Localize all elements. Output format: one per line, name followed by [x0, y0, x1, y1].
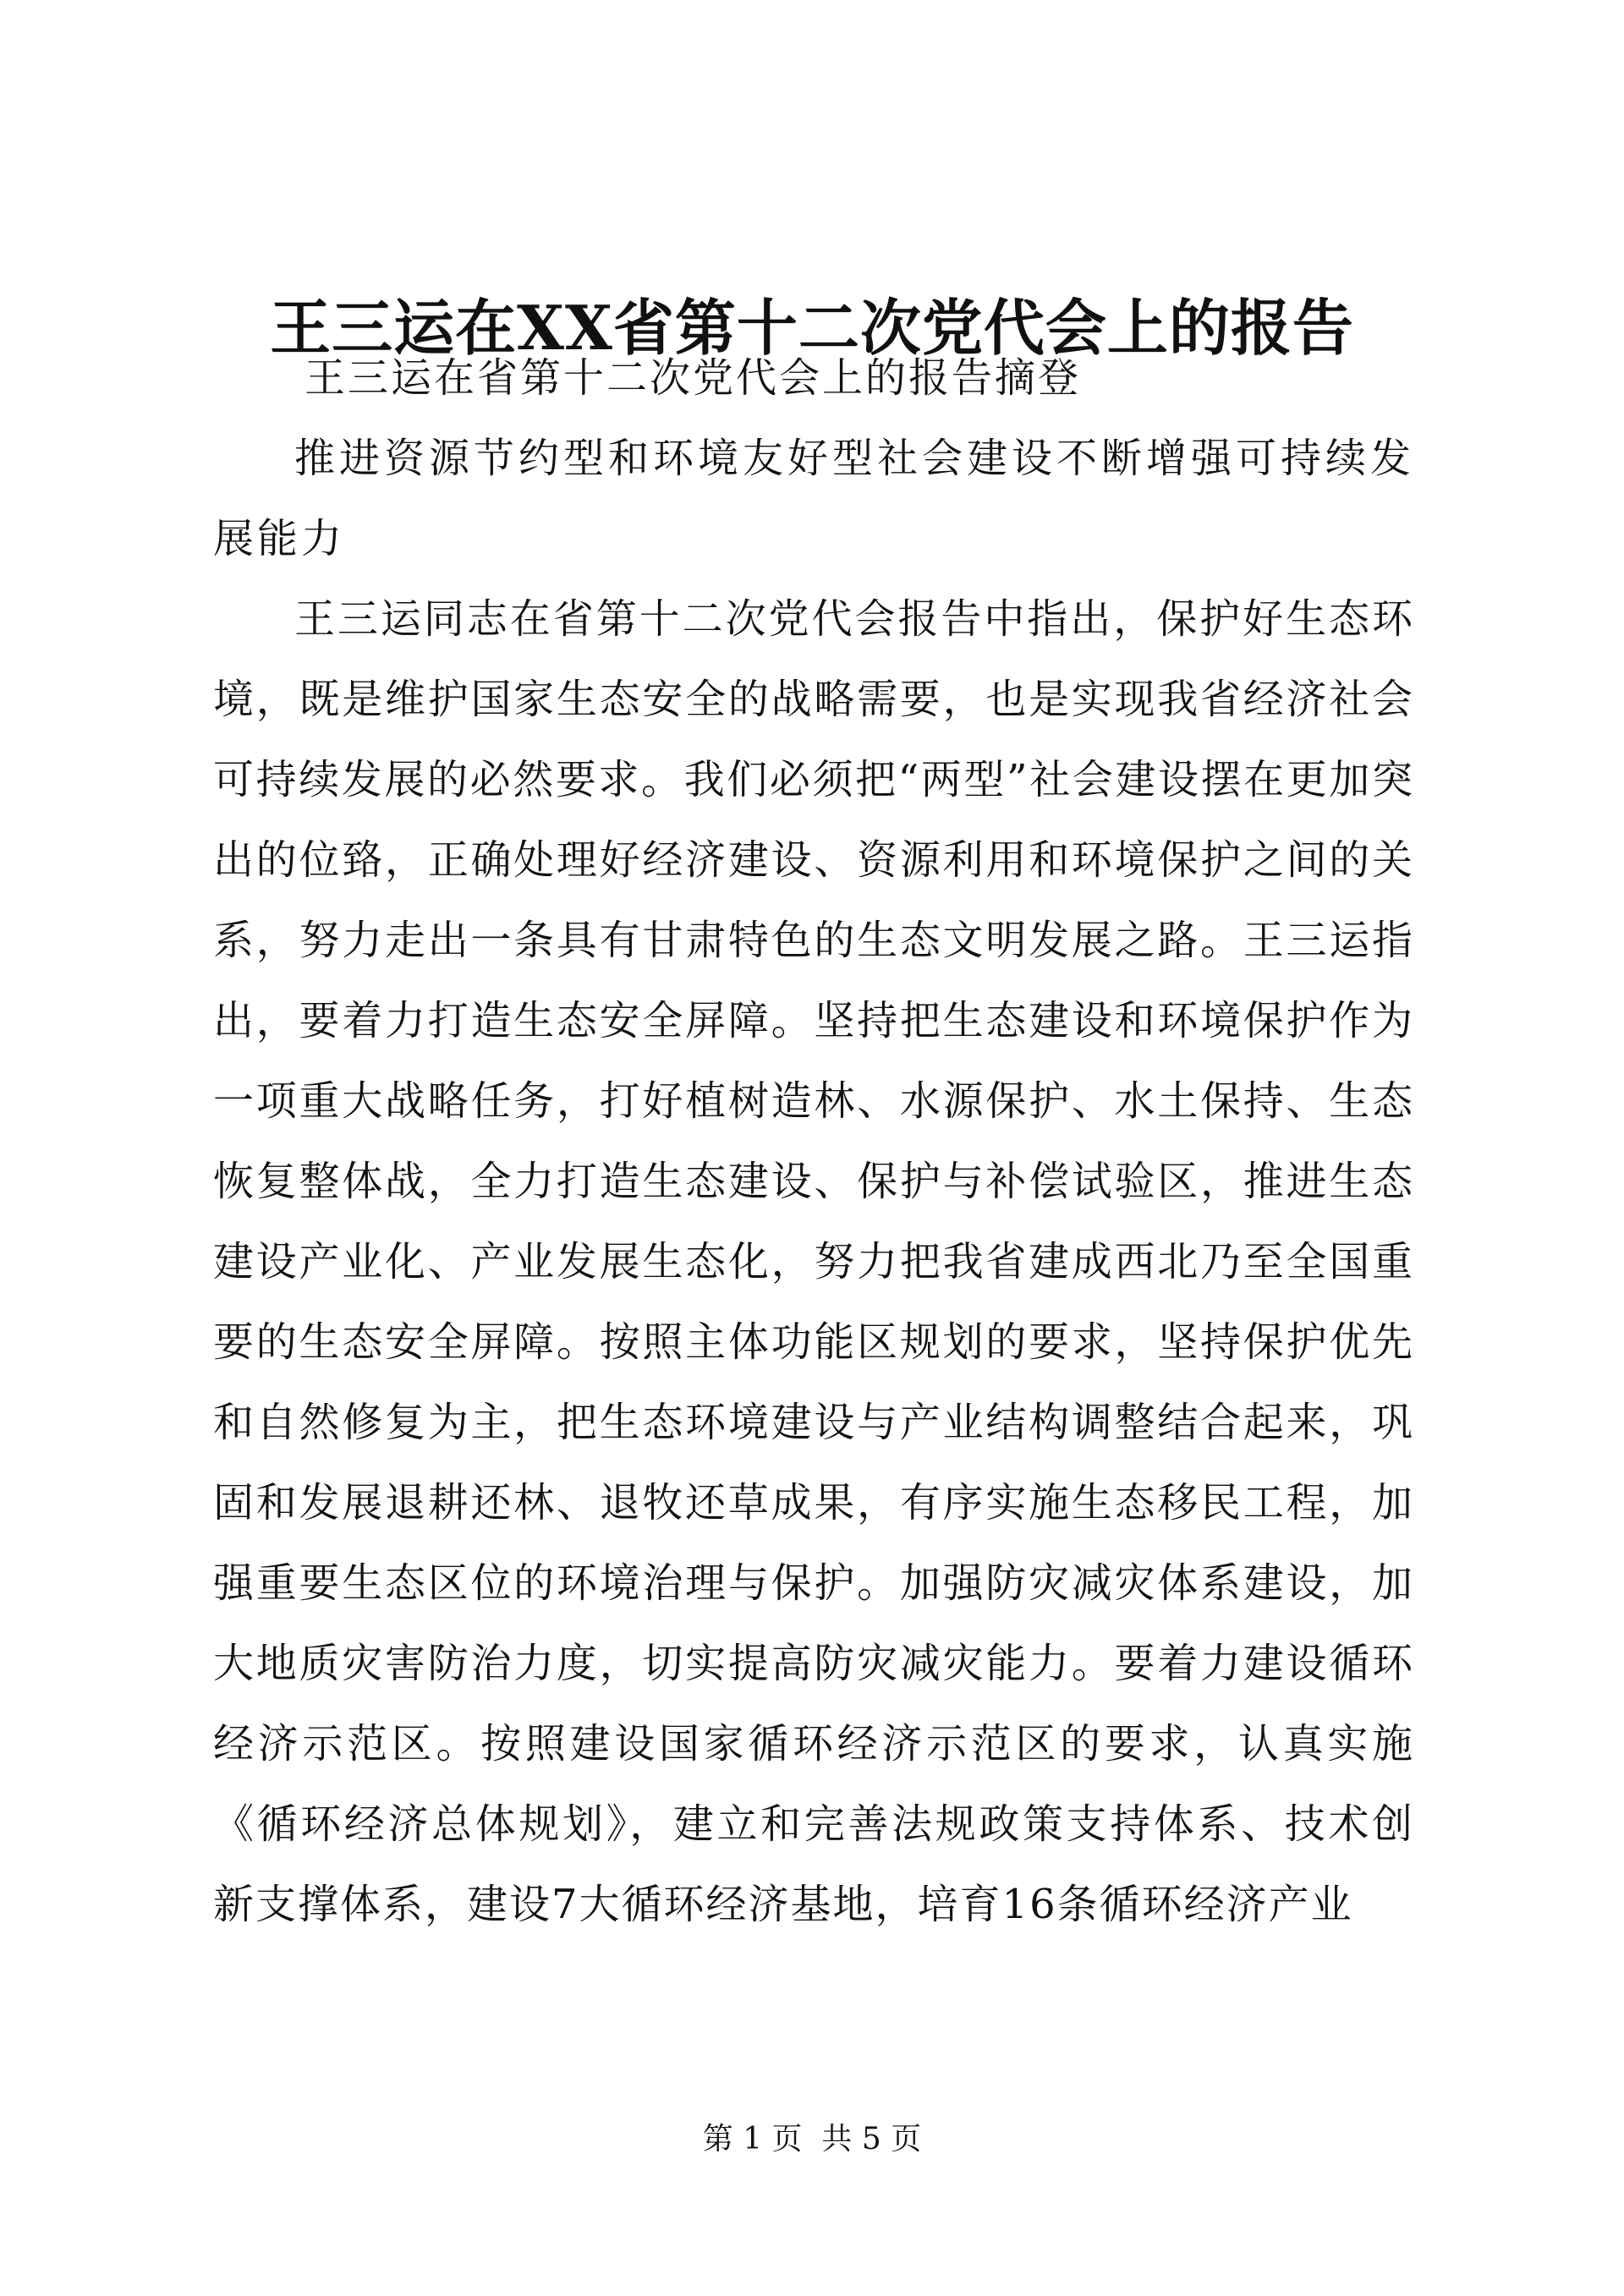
body-paragraph: 王三运同志在省第十二次党代会报告中指出，保护好生态环境，既是维护国家生态安全的战略需要，也是实现我省经济社会可持续发展的必然要求。我们必须把“两型”社会建设摆在更加突出的位臵，正确处理好经济建设、资源利用和环境保护之间的关系，努力走出一条具有甘肃特色的生态文明发展之路。王三运指出，要着力打造生态安全屏障。坚持把生态建设和环境保护作为一项重大战略任务，打好植树造林、水源保护、水土保持、生态恢复整体战，全力打造生态建设、保护与补偿试验区，推进生态建设产业化、产业发展生态化，努力把我省建成西北乃至全国重要的生态安全屏障。按照主体功能区规划的要求，坚持保护优先和自然修复为主，把生态环境建设与产业结构调整结合起来，巩固和发展退耕还林、退牧还草成果，有序实施生态移民工程，加强重要生态区位的环境治理与保护。加强防灾减灾体系建设，加大地质灾害防治力度，切实提高防灾减灾能力。要着力建设循环经济示范区。按照建设国家循环经济示范区的要求，认真实施《循环经济总体规划》，建立和完善法规政策支持体系、技术创新支撑体系，建设7大循环经济基地，培育16条循环经济产业: [213, 595, 1414, 1928]
page-number-footer: 第 1 页 共 5 页: [702, 2122, 922, 2156]
section-heading: 推进资源节约型和环境友好型社会建设不断增强可持续发展能力: [213, 435, 1414, 562]
report-subtitle: 王三运在省第十二次党代会上的报告摘登: [304, 354, 1082, 402]
document-body: [213, 338, 1414, 1945]
document-title: 王三运在XX省第十二次党代会上的报告: [270, 292, 1354, 364]
